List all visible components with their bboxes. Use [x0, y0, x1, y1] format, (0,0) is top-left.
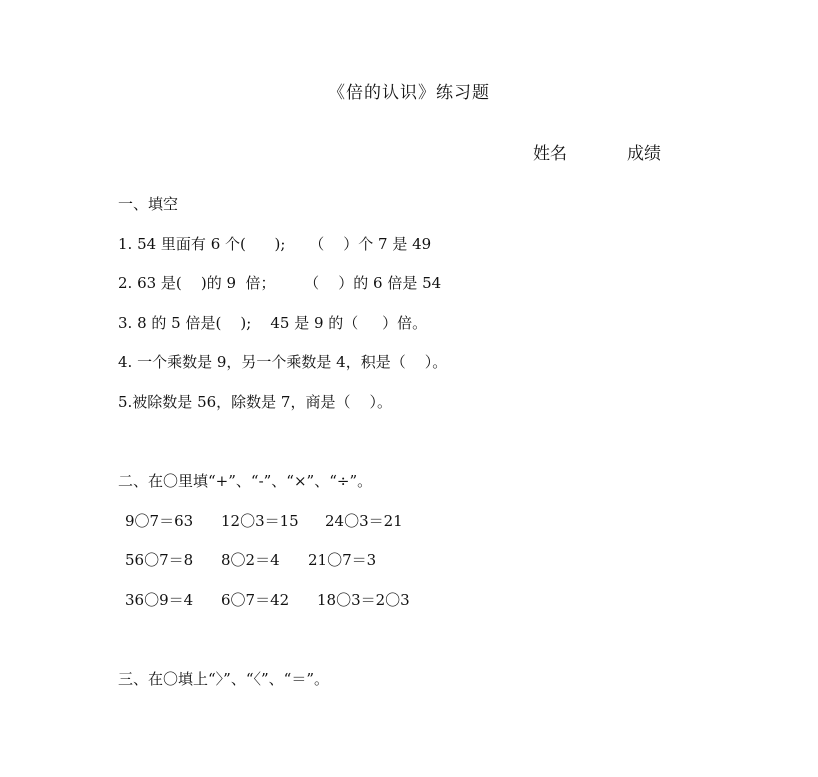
question-2: 2. 63 是( )的 9 倍； （ ）的 6 倍是 54	[118, 274, 442, 292]
equation-r2-c1: 56〇7＝8	[125, 551, 194, 569]
equation-r1-c1: 9〇7＝63	[125, 512, 194, 530]
equation-r3-c3: 18〇3＝2〇3	[317, 591, 410, 609]
section2-heading: 二、在〇里填“+”、“-”、“×”、“÷”。	[118, 472, 373, 490]
page-title: 《倍的认识》练习题	[328, 83, 490, 103]
name-label: 姓名	[533, 144, 567, 164]
equation-r1-c3: 24〇3＝21	[325, 512, 403, 530]
equation-r2-c2: 8〇2＝4	[221, 551, 280, 569]
question-5: 5.被除数是 56，除数是 7，商是（ ）。	[118, 393, 393, 411]
equation-r3-c2: 6〇7＝42	[221, 591, 290, 609]
section1-heading: 一、填空	[118, 195, 179, 213]
equation-r1-c2: 12〇3＝15	[221, 512, 299, 530]
question-1: 1. 54 里面有 6 个( ); （ ）个 7 是 49	[118, 235, 432, 253]
equation-r3-c1: 36〇9＝4	[125, 591, 194, 609]
question-4: 4. 一个乘数是 9，另一个乘数是 4，积是（ ）。	[118, 353, 448, 371]
equation-r2-c3: 21〇7＝3	[308, 551, 377, 569]
section3-heading: 三、在〇填上“〉”、“〈”、“＝”。	[118, 670, 330, 688]
score-label: 成绩	[627, 144, 661, 164]
question-3: 3. 8 的 5 倍是( ); 45 是 9 的（ ）倍。	[118, 314, 428, 332]
